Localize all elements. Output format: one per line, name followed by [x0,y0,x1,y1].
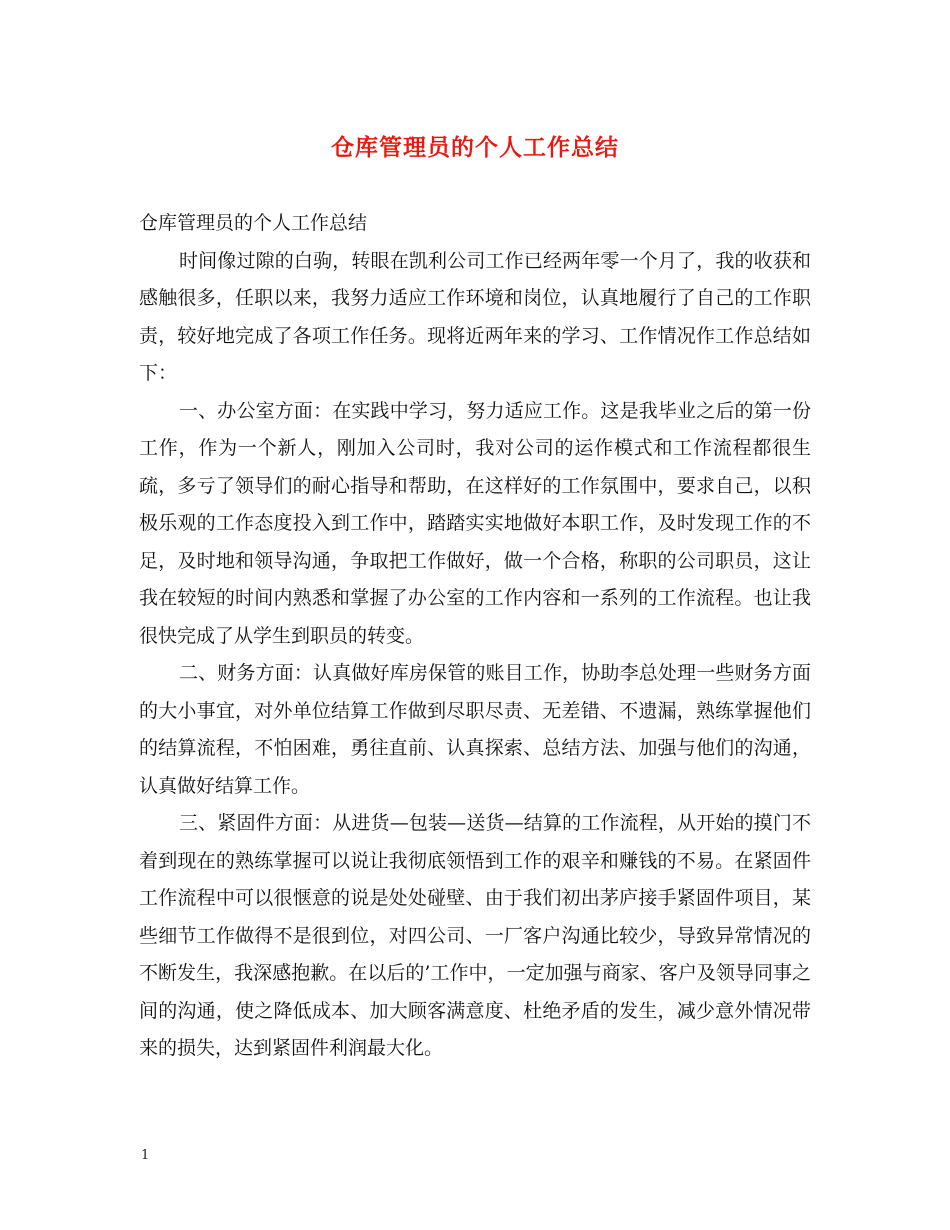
page-number: 1 [141,1148,150,1163]
paragraph-office: 一、办公室方面：在实践中学习，努力适应工作。这是我毕业之后的第一份工作，作为一个新人，刚加入公司时，我对公司的运作模式和工作流程都很生疏，多亏了领导们的耐心指导和帮助，在这样好的工作氛围中，要求自己，以积极乐观的工作态度投入到工作中，踏踏实实地做好本职工作，及时发现工作的不足，及时地和领导沟通，争取把工作做好，做一个合格，称职的公司职员，这让我在较短的时间内熟悉和掌握了办公室的工作内容和一系列的工作流程。也让我很快完成了从学生到职员的转变。 [139,399,811,647]
document-subtitle: 仓库管理员的个人工作总结 [139,212,368,234]
paragraph-fasteners: 三、紧固件方面：从进货—包装—送货—结算的工作流程，从开始的摸门不着到现在的熟练掌握可以说让我彻底领悟到工作的艰辛和赚钱的不易。在紧固件工作流程中可以很惬意的说是处处碰壁、由于我们初出茅庐接手紧固件项目，某些细节工作做得不是很到位，对四公司、一厂客户沟通比较少，导致异常情况的不断发生，我深感抱歉。在以后的’工作中，一定加强与商家、客户及领导同事之间的沟通，使之降低成本、加大顾客满意度、杜绝矛盾的发生，减少意外情况带来的损失，达到紧固件利润最大化。 [139,812,811,1059]
paragraph-intro: 时间像过隙的白驹，转眼在凯利公司工作已经两年零一个月了，我的收获和感触很多，任职以来，我努力适应工作环境和岗位，认真地履行了自己的工作职责，较好地完成了各项工作任务。现将近两年来的学习、工作情况作工作总结如下： [139,249,811,384]
document-body [139,205,811,1068]
document-title: 仓库管理员的个人工作总结 [331,134,619,161]
paragraph-finance: 二、财务方面：认真做好库房保管的账目工作，协助李总处理一些财务方面的大小事宜，对外单位结算工作做到尽职尽责、无差错、不遗漏，熟练掌握他们的结算流程，不怕困难，勇往直前、认真探索、总结方法、加强与他们的沟通，认真做好结算工作。 [139,662,811,797]
